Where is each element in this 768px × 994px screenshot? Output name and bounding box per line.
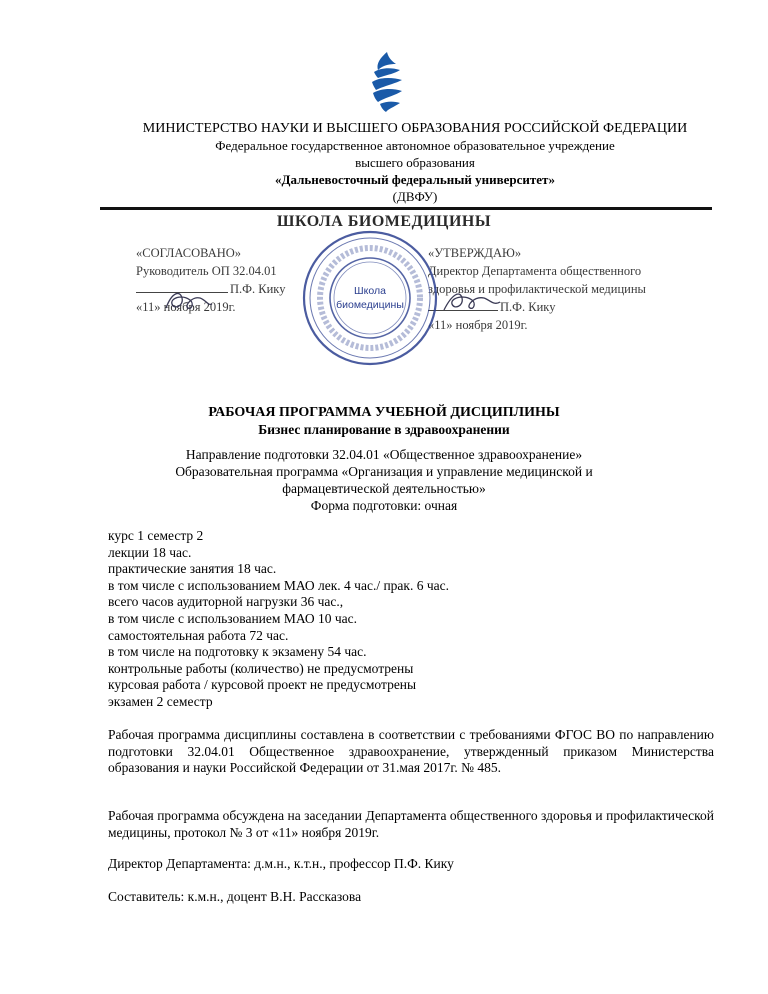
detail-line: в том числе на подготовку к экзамену 54 час.: [108, 644, 367, 660]
education-level: высшего образования: [355, 155, 475, 170]
document-header: [60, 120, 768, 205]
standard-compliance-paragraph: Рабочая программа дисциплины составлена в соответствии с требованиями ФГОС ВО по направлению подготовки 32.04.01 Общественное здравоохранение, утвержденный приказом Министерства образования и науки Российской Федерации от 31.мая 2017г. № 485.: [108, 727, 714, 776]
approved-role-2: здоровья и профилактической медицины: [428, 282, 646, 296]
university-abbr: (ДВФУ): [392, 189, 438, 204]
detail-line: курсовая работа / курсовой проект не предусмотрены: [108, 677, 417, 693]
educational-program-line-1: Образовательная программа «Организация и управление медицинской и: [175, 464, 593, 479]
university-logo-icon: [366, 50, 408, 114]
institution-type: Федеральное государственное автономное образовательное учреждение: [215, 138, 615, 153]
agreed-name: П.Ф. Кику: [230, 282, 286, 296]
school-title: ШКОЛА БИОМЕДИЦИНЫ: [276, 213, 492, 230]
approved-date: «11» ноября 2019г.: [428, 318, 528, 332]
seal-text-line-2: биомедицины: [336, 299, 404, 311]
approved-role-1: Директор Департамента общественного: [428, 264, 642, 278]
approved-name: П.Ф. Кику: [500, 300, 556, 314]
agreed-role: Руководитель ОП 32.04.01: [136, 264, 277, 278]
detail-line: самостоятельная работа 72 час.: [108, 627, 289, 643]
detail-line: контрольные работы (количество) не предусмотрены: [108, 660, 414, 676]
detail-line: экзамен 2 семестр: [108, 693, 213, 709]
training-form: Форма подготовки: очная: [310, 498, 458, 513]
program-author: Составитель: к.м.н., доцент В.Н. Рассказова: [108, 889, 362, 904]
agreed-status: «СОГЛАСОВАНО»: [136, 246, 242, 260]
signature-icon: [162, 288, 214, 314]
detail-line: лекции 18 час.: [108, 544, 192, 560]
seal-text-line-1: Школа: [354, 285, 386, 297]
university-name: «Дальневосточный федеральный университет»: [275, 172, 555, 187]
training-direction: Направление подготовки 32.04.01 «Общественное здравоохранение»: [185, 447, 583, 462]
educational-program-line-2: фармацевтической деятельностью»: [282, 481, 486, 496]
approved-status: «УТВЕРЖДАЮ»: [428, 246, 522, 260]
detail-line: практические занятия 18 час.: [108, 561, 277, 577]
detail-line: в том числе с использованием МАО лек. 4 час./ прак. 6 час.: [108, 577, 450, 593]
discussion-paragraph: Рабочая программа обсуждена на заседании Департамента общественного здоровья и профилактической медицины, протокол № 3 от «11» ноября 2019г.: [108, 808, 714, 840]
detail-line: всего часов аудиторной нагрузки 36 час.,: [108, 594, 344, 610]
department-director: Директор Департамента: д.м.н., к.т.н., профессор П.Ф. Кику: [108, 856, 454, 871]
spacer: [0, 438, 768, 446]
agreed-date: «11» ноября 2019г.: [136, 300, 236, 314]
ministry-name: МИНИСТЕРСТВО НАУКИ И ВЫСШЕГО ОБРАЗОВАНИЯ РОССИЙСКОЙ ФЕДЕРАЦИИ: [142, 121, 688, 136]
course-details: [108, 528, 449, 711]
scan-divider: [100, 207, 712, 210]
detail-line: в том числе с использованием МАО 10 час.: [108, 610, 358, 626]
program-title: РАБОЧАЯ ПРОГРАММА УЧЕБНОЙ ДИСЦИПЛИНЫ: [208, 405, 560, 420]
discipline-name: Бизнес планирование в здравоохранении: [258, 422, 510, 437]
signature-icon: [440, 288, 502, 314]
detail-line: курс 1 семестр 2: [108, 528, 204, 543]
official-seal-icon: [300, 228, 440, 368]
program-title-block: [0, 404, 768, 514]
